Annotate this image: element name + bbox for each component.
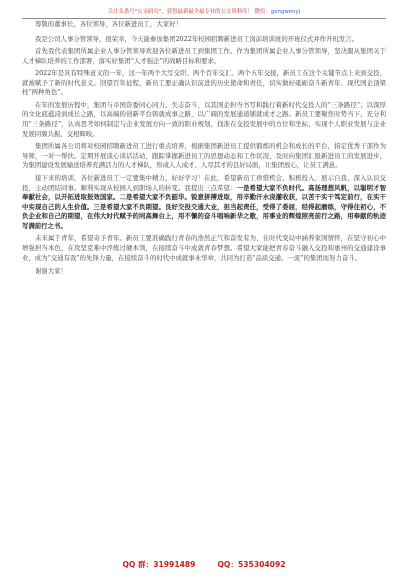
body-paragraph: 在年的发展历程中，集团与市国资委同心同力、失志奋斗，以其国企担当书写和践行着新时代交投人的“三条路径”；以深厚的文化底蕴浸润成长之路，以高端的创新平台铸就成事之路，以广阔的发展通道铺就成才之路。新员工要聚焦时势当下，充分利用“三条路径”，认真思考如何制定与企业发展方向一致的职业规划，找准在交投发展中的方位和坐标，实现个人职业发展与企业发展同频共振、交相辉映。 xyxy=(22,100,386,138)
hope-one: 一是希望大家不负时代。高扬理想风帆，以聪明才智奉献社会，以开拓进取报效国家。 xyxy=(22,183,387,202)
page-footer xyxy=(0,559,408,570)
paragraph-text: 接下来的培训，各位新进员工一定要集中精力，好好学习！在此，希望新员工珍惜机会、积极投入、展示自我，深入认识交投，主动团结同事。顺利实现从校园人到职场人的转变。我提出三点希望： xyxy=(22,173,386,192)
footer-qq-group: QQ 群：31991489 xyxy=(122,560,196,569)
body-paragraph: 未来属于青年，希望寄予青年。新员工要准确践行青春的浩然正气和奋发有为，在时代变局中涵养家国情怀，在坚守初心中增强担当本色，在攻坚克难中淬炼过硬本领，在接续奋斗中成就青春梦想。希望大家能把青春奋斗融入交投和惠州的交通建设事业，成为“交通有我”的先锋力量，在接续奋斗的时代中成就事业华章，共同为打造“品质交通、一流”的集团而努力奋斗。 xyxy=(22,234,386,262)
body-paragraph xyxy=(22,174,386,232)
salutation: 尊敬的董事长，各位领导，各位新进员工，大家好！ xyxy=(35,20,182,28)
header-wechat-id: gongwenyj xyxy=(270,9,301,15)
speech-body xyxy=(22,20,386,280)
body-paragraph: 2022年是具有特殊意义的一年，这一年两个大写交织、两个百年交汇、两个五年交接，新员工在这个关键节点上来到交投，就被赋予了新的时代意义。回望百年征程，新员工要正确认识前进的历史使命和责任，切实做好砥砺奋斗新青年、现代国企顶梁柱“两种角色”。 xyxy=(22,68,386,97)
closing-thanks: 谢谢大家！ xyxy=(35,267,67,276)
body-paragraph: 集团所属各公司将对校园招聘新进员工进行重点培养，根据集团新进员工提供锻炼的机会和成长的平台，指定优秀干部作为导师，一对一帮扶。定期开展谈心谈话活动，跟踪掌握新进员工的思想动态和工作状况，及时向集团汇报新进员工的发展进步，为集团建设发展输送培养充满活力的人才梯队，形成人人成才、人尽其才的良好局面，让集团放心，让员工满意。 xyxy=(22,142,386,170)
header-promo-text: 关注头条号"公文研究"，获得最新最全最专业的公文资料库！ 微信： xyxy=(107,9,271,15)
page-header xyxy=(22,8,386,16)
hope-two: 二是希望大家不负韶华。锐意拼搏进取，用辛勤汗水浇灌收获，以苦干实干笃定前行，在实干中实现自己的人生价值。 xyxy=(22,193,386,211)
body-paragraph: 首先我代表集团所属企业人事分管领导欢迎各位新进员工到集团工作。作为集团所属企业人事分管领导，坚决服从集团关于人才梯队培养的工作部署，落实好集团“人才强企”的战略目标和要求。 xyxy=(22,46,386,65)
footer-qq: QQ：535304092 xyxy=(217,560,286,569)
hope-three: 三是希望大家不负期望。良好交投交通大业，担当起责任，受得了委屈，经得起磨练，守得住初心，不负企业和自己的期望，在伟大时代赋予的同高舞台上，用不懈的奋斗唱响新华之歌，用事业的辉煌照亮前行之路，用奉献的轨迹写满前行之书。 xyxy=(22,202,387,230)
header-divider xyxy=(22,18,386,19)
body-paragraph: 我是公司人事分管领导，很荣幸，今天能参加集团2022年校园招聘新进员工岗前培训班的开班仪式并作开班发言。 xyxy=(35,34,359,43)
